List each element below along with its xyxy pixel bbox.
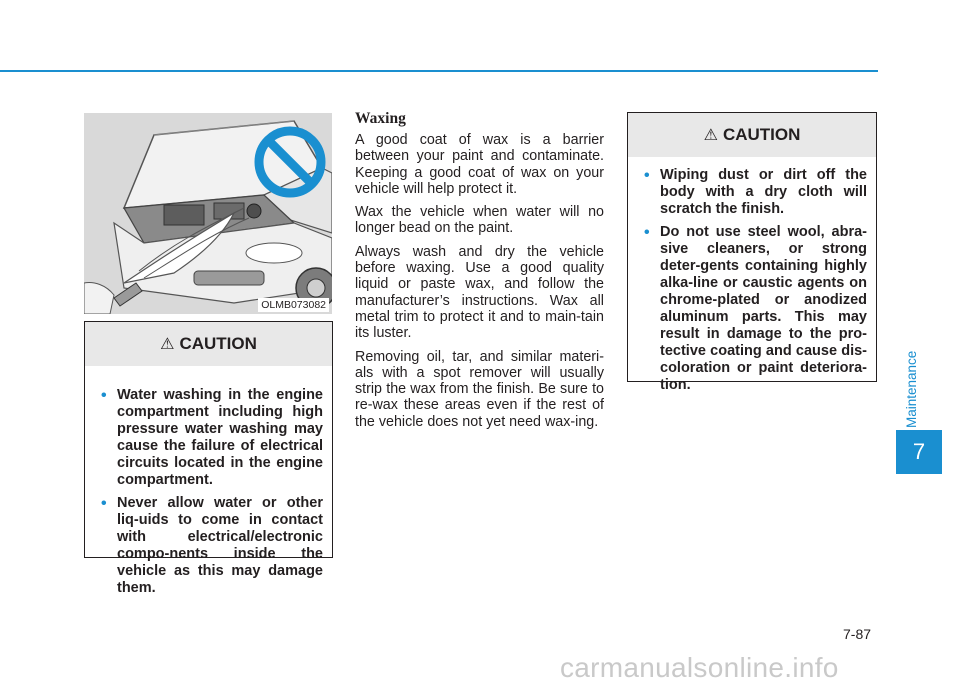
paragraph: Wax the vehicle when water will no longer bead on the paint. [355, 204, 604, 237]
paragraph: Always wash and dry the vehicle before waxing. Use a good quality liquid or paste wax, and follow the manufacturer’s instructions. Wax all metal trim to protect it and to main-tain its luster. [355, 243, 604, 342]
engine-wash-illustration [84, 113, 332, 314]
chapter-side-label [904, 340, 922, 428]
chapter-tab[interactable] [896, 430, 942, 474]
paragraph: Removing oil, tar, and similar materi-als with a spot remover will usually strip the wax from the finish. Be sure to re-wax these areas even if the rest of the vehicle does not yet need wax-ing. [355, 348, 604, 430]
header-rule [0, 70, 878, 72]
caution-list [85, 366, 332, 597]
caution-item: • Water washing in the engine compartment including high pressure water washing may cause the failure of electrical circuits located in the engine compartment. [99, 387, 323, 489]
page-number: 7-87 [843, 626, 872, 642]
caution-item: • Do not use steel wool, abra-sive cleaners, or strong deter-gents containing highly alka-line or caustic agents on chrome-plated or anodized aluminum parts. This may result in damage to the pro-tective coating and cause dis-coloration or paint deteriora-tion. [642, 224, 867, 394]
paragraph: A good coat of wax is a barrier between your paint and contaminate. Keeping a good coat of wax on your vehicle will help protect it. [355, 132, 604, 197]
caution-heading: CAUTION [179, 334, 257, 353]
watermark: carmanualsonline.info [560, 652, 839, 683]
caution-item: • Never allow water or other liq-uids to come in contact with electrical/electronic compo-nents inside the vehicle as this may damage them. [99, 495, 323, 597]
caution-header [628, 113, 876, 157]
caution-heading: CAUTION [722, 125, 801, 144]
caution-list [628, 157, 876, 394]
car-hood-open-illustration [84, 113, 332, 314]
section-title-waxing: Waxing [355, 110, 406, 127]
chapter-number: 7 [912, 439, 926, 464]
caution-header [85, 322, 332, 366]
waxing-body [355, 132, 604, 437]
caution-box-cleaning [627, 112, 877, 393]
caution-item: • Wiping dust or dirt off the body with a dry cloth will scratch the finish. [642, 167, 867, 218]
warning-triangle-icon: ⚠ [160, 336, 175, 353]
chapter-name: Maintenance [904, 350, 919, 428]
caution-box-engine-washing [84, 321, 333, 596]
figure-code: OLMB073082 [258, 298, 329, 312]
warning-triangle-icon: ⚠ [703, 127, 718, 144]
